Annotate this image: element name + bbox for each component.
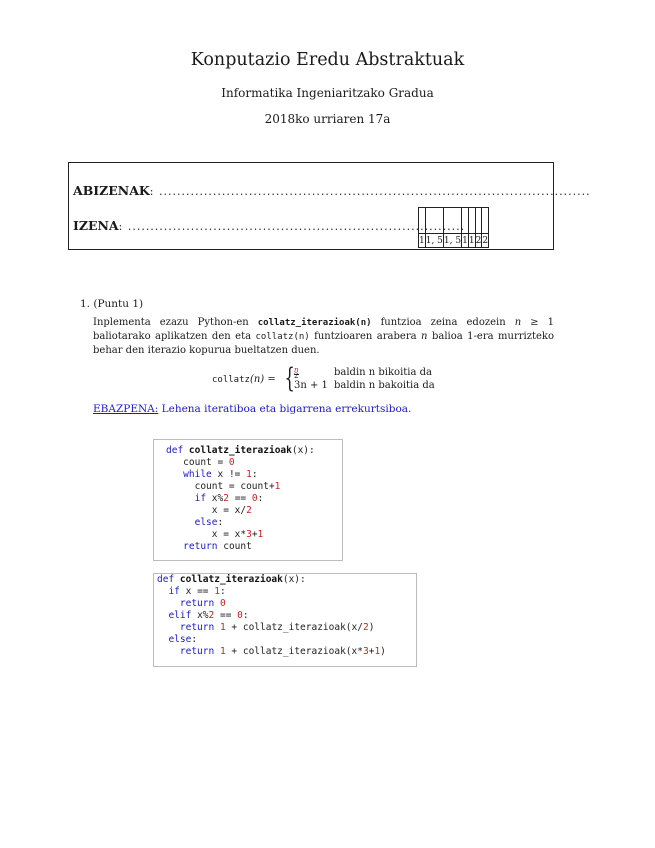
question-statement	[93, 316, 554, 357]
code-line: if x%2 == 0:	[194, 493, 264, 504]
surname-dots: : ................................................................................................	[149, 185, 591, 198]
score-cell	[462, 208, 469, 234]
name-label: IZENA	[73, 218, 119, 233]
score-points: 2	[482, 235, 489, 246]
statement-text: Inplementa ezazu Python-en	[93, 317, 258, 328]
code-line: return count	[183, 541, 252, 552]
question-heading: 1. (Puntu 1)	[80, 298, 144, 310]
variable-n: n	[514, 317, 522, 328]
code-line: x = x*3+1	[166, 529, 264, 540]
code-line: return 1 + collatz_iterazioak(x/2)	[179, 622, 375, 633]
code-line: return 0	[179, 598, 226, 609]
formula-lhs	[212, 374, 276, 385]
score-points: 2	[475, 235, 482, 246]
code-line: def collatz_iterazioak(x):	[166, 445, 315, 456]
document-subtitle: Informatika Ingeniaritzako Gradua	[221, 86, 434, 100]
score-points: 1	[419, 235, 425, 246]
score-table	[418, 207, 489, 248]
code-line: else:	[194, 517, 224, 528]
code-line: count = 0	[166, 457, 235, 468]
statement-text: funtzioaren arabera	[309, 331, 422, 342]
statement-text: balioa 1-era murrizteko behar den iterazio kopurua bueltatzen duen.	[93, 331, 554, 356]
variable-n: n	[421, 331, 428, 342]
document-title: Konputazio Eredu Abstraktuak	[190, 50, 465, 70]
code-line: count = count+1	[166, 481, 281, 492]
formula-case1-condition: baldin n bikoitia da	[334, 367, 432, 378]
statement-text: ≥ 1 baliotarako aplikatzen den eta	[93, 317, 554, 342]
solution-text: Lehena iteratiboa eta bigarrena errekurtsiboa.	[158, 403, 412, 415]
formula-case1	[294, 367, 299, 379]
score-cell	[443, 208, 461, 234]
code-line: elif x%2 == 0:	[168, 610, 249, 621]
document-date: 2018ko urriaren 17a	[264, 112, 391, 126]
score-cell	[419, 208, 426, 234]
surname-row	[73, 183, 591, 198]
code-line: else:	[168, 634, 198, 645]
formula-fraction: n 2	[294, 366, 299, 380]
code-line: if x == 1:	[168, 586, 226, 597]
solution-label: EBAZPENA:	[93, 403, 159, 415]
score-cell	[482, 208, 489, 234]
code-block-iterative	[153, 439, 343, 561]
score-points: 1, 5	[443, 235, 462, 246]
score-cell	[475, 208, 482, 234]
code-line: while x != 1:	[183, 469, 258, 480]
name-row	[73, 218, 465, 233]
formula-func: collatz	[212, 375, 250, 385]
score-points: 1	[468, 235, 475, 246]
code-line: def collatz_iterazioak(x):	[157, 574, 306, 585]
function-name: collatz_iterazioak(n)	[257, 318, 372, 328]
solution-line	[93, 403, 411, 415]
score-points: 1, 5	[425, 235, 443, 246]
statement-text: funtzioa zeina edozein	[371, 317, 515, 328]
collatz-call: collatz(n)	[255, 332, 310, 342]
score-cell	[468, 208, 475, 234]
formula-brace: {	[284, 363, 295, 394]
formula-case2-condition: baldin n bakoitia da	[334, 380, 435, 391]
score-cell	[425, 208, 443, 234]
name-dots: : ...........................................................................	[118, 220, 466, 233]
code-line: return 1 + collatz_iterazioak(x*3+1)	[179, 646, 386, 657]
student-info-box	[68, 162, 591, 250]
code-block-recursive	[153, 573, 417, 667]
formula-case2: 3n + 1	[294, 380, 328, 391]
score-points: 1	[462, 235, 468, 246]
formula-arg: (n) =	[249, 374, 276, 385]
surname-label: ABIZENAK	[73, 183, 150, 198]
code-line: x = x/2	[166, 505, 252, 516]
